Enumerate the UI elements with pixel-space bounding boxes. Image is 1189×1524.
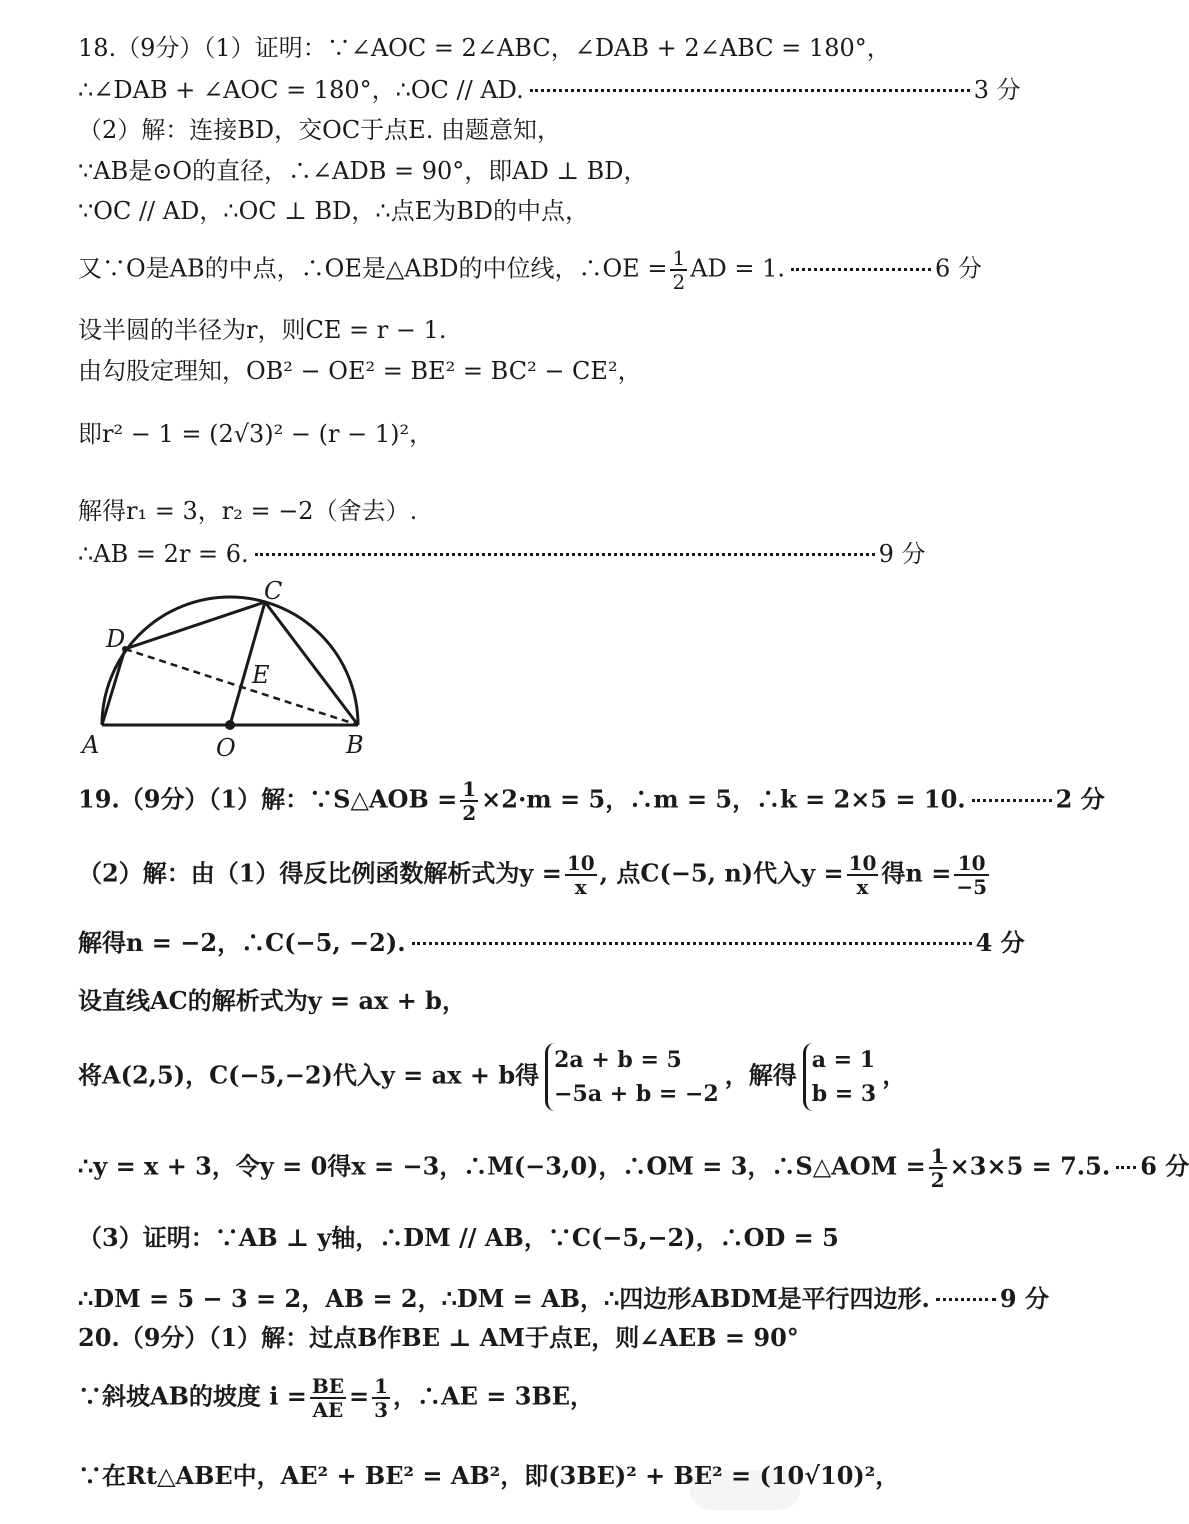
q18-line-6-text-a: 又∵O是AB的中点，∴OE是△ABD的中位线，∴OE = xyxy=(78,254,668,283)
q19-line-1 xyxy=(78,777,1105,825)
fraction xyxy=(954,852,989,898)
label-c: C xyxy=(264,577,283,605)
fraction-numerator: 10 xyxy=(954,852,989,876)
q19-line-6-text-b: ×3×5 = 7.5. xyxy=(949,1151,1111,1181)
label-a: A xyxy=(82,731,100,759)
q19-line-1-text-a: 19.（9分）（1）解：∵S△AOB = xyxy=(78,784,458,814)
fraction xyxy=(929,1145,947,1191)
label-o: O xyxy=(216,734,236,762)
q18-line-9: 即r² − 1 = (2√3)² − (r − 1)²， xyxy=(78,420,434,448)
segment-cb xyxy=(265,602,358,725)
q18-line-5: ∵OC // AD，∴OC ⊥ BD，∴点E为BD的中点， xyxy=(78,197,589,225)
fraction-denominator: 2 xyxy=(672,270,686,294)
q18-line-8: 由勾股定理知，OB² − OE² = BE² = BC² − CE²， xyxy=(78,357,642,385)
fraction-denominator: x xyxy=(856,875,869,899)
fraction-numerator: 1 xyxy=(672,246,686,270)
q20-line-3: ∵在Rt△ABE中，AE² + BE² = AB²，即(3BE)² + BE² = (10√10)²， xyxy=(78,1461,900,1490)
q18-line-2 xyxy=(78,74,1038,106)
q19-line-4: 设直线AC的解析式为y = ax + b， xyxy=(78,986,466,1015)
fraction-numerator: 1 xyxy=(462,777,477,801)
leader-dots xyxy=(972,799,1052,802)
segment-dc xyxy=(125,602,265,649)
q18-line-1: 18.（9分）（1）证明：∵∠AOC = 2∠ABC，∠DAB + 2∠ABC = 180°， xyxy=(78,34,891,62)
fraction xyxy=(670,247,687,293)
q19-line-3 xyxy=(78,927,1038,959)
equation-row: b = 3 xyxy=(811,1081,877,1107)
q19-line-5-text-a: 将A(2,5)，C(−5,−2)代入y = ax + b得 xyxy=(78,1060,540,1090)
fraction-denominator: AE xyxy=(312,1398,344,1422)
q20-line-2-text-a: ∵斜坡AB的坡度 i = xyxy=(78,1381,307,1411)
q18-line-6 xyxy=(78,247,1038,293)
q19-line-8-text: ∴DM = 5 − 3 = 2，AB = 2，∴DM = AB，∴四边形ABDM是平行四边形. xyxy=(78,1284,930,1313)
fraction-numerator: 1 xyxy=(930,1144,945,1168)
leader-dots xyxy=(791,268,931,271)
q19-line-6-text-a: ∴y = x + 3，令y = 0得x = −3，∴M(−3,0)，∴OM = 3，∴S△AOM = xyxy=(78,1151,926,1181)
leader-dots xyxy=(412,942,972,945)
fraction-denominator: −5 xyxy=(956,875,988,899)
q18-line-11-text: ∴AB = 2r = 6. xyxy=(78,540,249,568)
equation-row: −5a + b = −2 xyxy=(554,1081,719,1107)
q19-line-2 xyxy=(78,852,1038,898)
leader-dots xyxy=(530,89,970,92)
q18-line-7: 设半圆的半径为r，则CE = r − 1. xyxy=(78,316,447,344)
fraction-numerator: BE xyxy=(311,1374,344,1398)
label-b: B xyxy=(346,731,364,759)
q18-line-11 xyxy=(78,538,1038,570)
score-mark: 4 分 xyxy=(975,928,1025,957)
fraction xyxy=(565,852,597,898)
q20-line-2-text-c: ，∴AE = 3BE， xyxy=(393,1381,595,1411)
leader-dots xyxy=(255,553,875,556)
q18-line-10: 解得r₁ = 3，r₂ = −2（舍去）. xyxy=(78,497,418,525)
fraction xyxy=(310,1375,346,1421)
q19-line-2-text-a: （2）解：由（1）得反比例函数解析式为y = xyxy=(78,858,562,888)
q19-line-2-text-b: , 点C(−5, n)代入y = xyxy=(599,858,844,888)
equation-system xyxy=(545,1043,719,1111)
solution-system xyxy=(803,1043,876,1111)
equation-row: a = 1 xyxy=(811,1047,876,1073)
score-mark: 6 分 xyxy=(1140,1151,1189,1181)
q20-line-2-text-b: = xyxy=(349,1381,370,1411)
fraction-numerator: 10 xyxy=(848,851,877,875)
fraction xyxy=(372,1375,390,1421)
fraction-denominator: 2 xyxy=(930,1168,945,1192)
fraction xyxy=(847,852,879,898)
q20-line-2 xyxy=(78,1375,1038,1421)
q19-line-5 xyxy=(78,1043,1038,1111)
fraction-numerator: 1 xyxy=(374,1374,389,1398)
score-mark: 6 分 xyxy=(935,254,982,283)
score-mark: 2 分 xyxy=(1055,784,1105,814)
segment-db-dashed xyxy=(125,649,358,725)
fraction-denominator: x xyxy=(574,875,587,899)
fraction-denominator: 2 xyxy=(462,801,477,825)
q19-line-6 xyxy=(78,1144,1189,1192)
q19-line-8 xyxy=(78,1283,1049,1315)
equation-row: 2a + b = 5 xyxy=(554,1047,682,1073)
leader-dots xyxy=(1116,1166,1136,1169)
fraction xyxy=(460,778,478,824)
score-mark: 9 分 xyxy=(999,1284,1049,1313)
semicircle-diagram xyxy=(80,575,400,760)
q20-line-1: 20.（9分）（1）解：过点B作BE ⊥ AM于点E，则∠AEB = 90° xyxy=(78,1323,799,1352)
segment-ad xyxy=(102,649,125,725)
label-d: D xyxy=(106,625,126,653)
q18-line-6-text-b: AD = 1. xyxy=(690,254,786,283)
semicircle-arc xyxy=(102,597,358,725)
q19-line-2-text-c: 得n = xyxy=(881,858,952,888)
label-e: E xyxy=(252,661,270,689)
q19-line-3-text: 解得n = −2，∴C(−5, −2). xyxy=(78,928,406,957)
q19-line-5-text-c: ， xyxy=(882,1060,907,1090)
q18-line-3: （2）解：连接BD，交OC于点E. 由题意知， xyxy=(78,116,561,144)
q19-line-5-text-b: ，解得 xyxy=(724,1060,797,1090)
score-mark: 9 分 xyxy=(878,540,926,568)
center-point-o xyxy=(225,720,235,730)
q18-line-4: ∵AB是⊙O的直径，∴∠ADB = 90°，即AD ⊥ BD， xyxy=(78,157,648,185)
q19-line-7: （3）证明：∵AB ⊥ y轴，∴DM // AB，∵C(−5,−2)，∴OD = 5 xyxy=(78,1223,839,1252)
fraction-numerator: 10 xyxy=(566,851,595,875)
q18-line-2-text: ∴∠DAB + ∠AOC = 180°，∴OC // AD. xyxy=(78,76,524,104)
q19-line-1-text-b: ×2·m = 5，∴m = 5，∴k = 2×5 = 10. xyxy=(481,784,966,814)
leader-dots xyxy=(936,1298,996,1301)
score-mark: 3 分 xyxy=(973,76,1021,104)
fraction-denominator: 3 xyxy=(374,1398,389,1422)
